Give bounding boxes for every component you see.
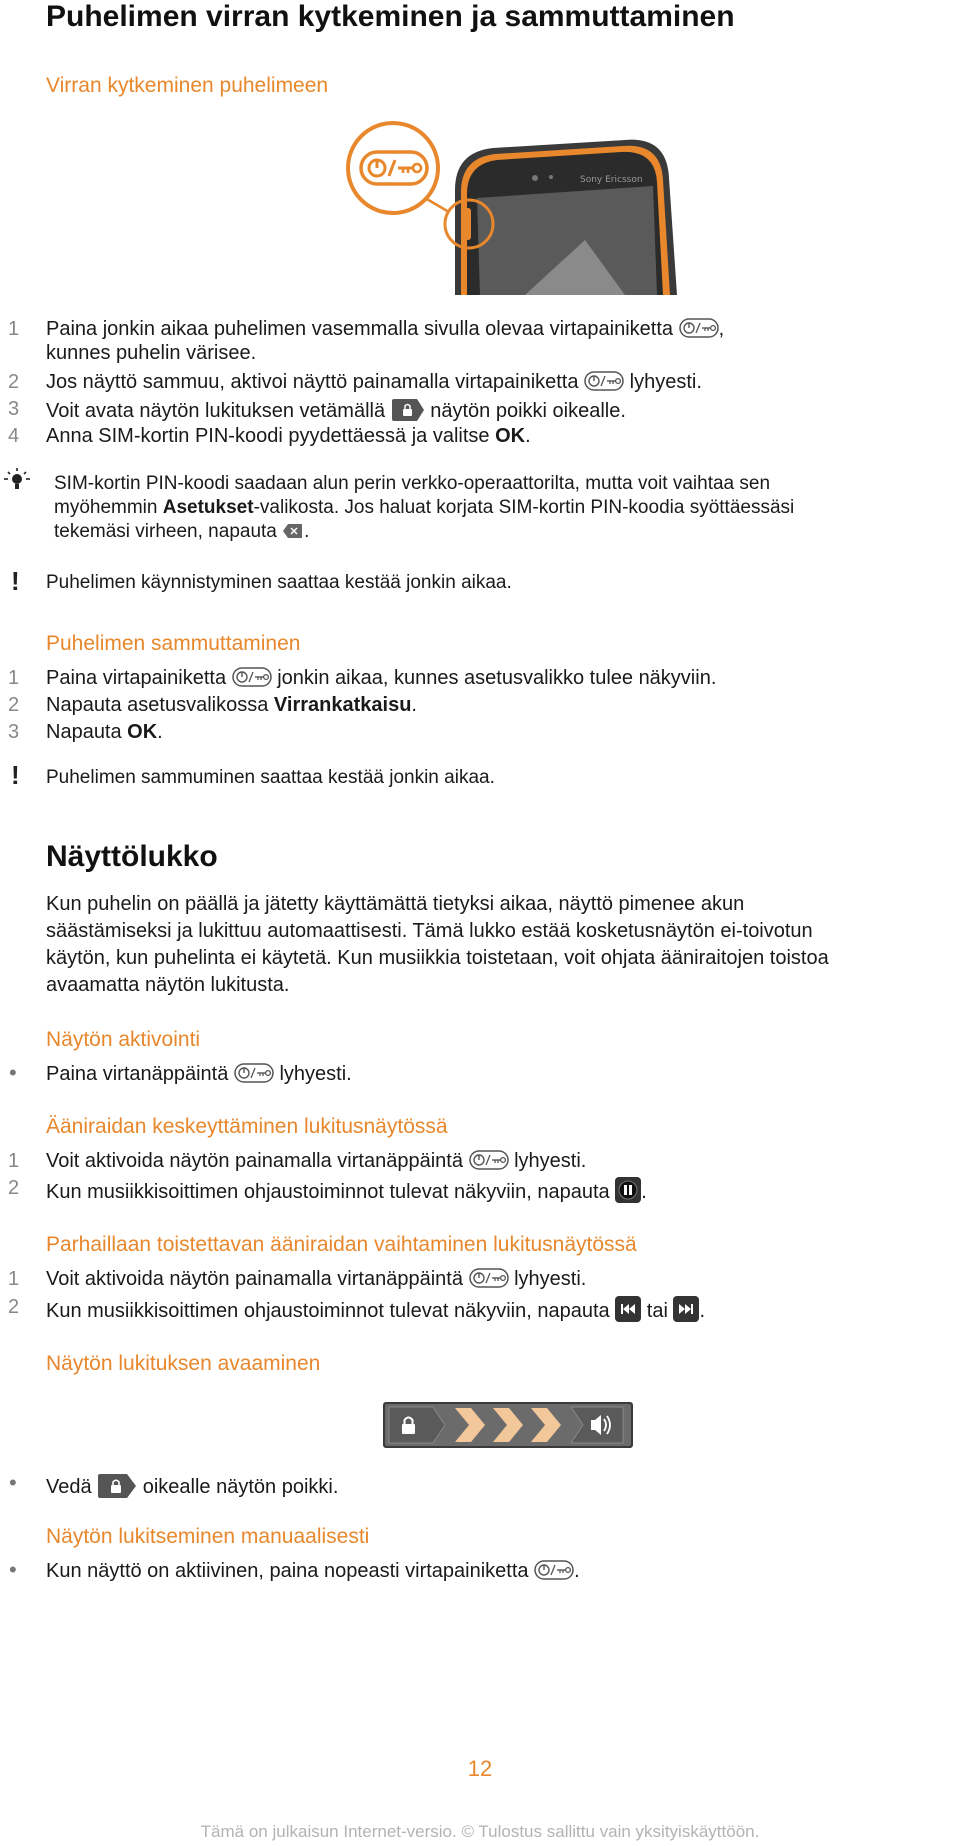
step-text: Paina virtapainiketta jonkin aikaa, kunnes asetusvalikko tulee näkyviin. <box>46 667 717 689</box>
tip-bulb-icon <box>2 466 32 496</box>
step-number: 4 <box>8 425 20 447</box>
pause-icon <box>615 1177 641 1203</box>
step-text: Kun musiikkisoittimen ohjaustoiminnot tulevat näkyviin, napauta tai . <box>46 1296 705 1323</box>
previous-track-icon <box>615 1296 641 1322</box>
unlock-slider-illustration <box>383 1402 633 1448</box>
step-number: 3 <box>8 721 20 743</box>
page-number: 12 <box>467 1756 493 1781</box>
lock-paragraph-line: säästämiseksi ja lukittuu automaattisesti. Tämä lukko estää kosketusnäytön ei-toivotun <box>46 920 813 942</box>
bullet: • <box>9 1470 17 1495</box>
step-text: Napauta asetusvalikossa Virrankatkaisu. <box>46 694 417 716</box>
power-key-icon <box>469 1150 509 1170</box>
backspace-icon <box>282 522 304 540</box>
step-text: Napauta OK. <box>46 721 163 743</box>
power-key-icon <box>469 1268 509 1288</box>
page-title: Puhelimen virran kytkeminen ja sammuttaminen <box>46 0 735 33</box>
next-track-icon <box>673 1296 699 1322</box>
power-key-icon <box>534 1560 574 1580</box>
step-number: 1 <box>8 1268 20 1290</box>
footer-text: Tämä on julkaisun Internet-versio. © Tulostus sallittu vain yksityiskäyttöön. <box>200 1822 760 1841</box>
note-text: Puhelimen sammuminen saattaa kestää jonkin aikaa. <box>46 767 495 788</box>
lock-paragraph-line: avaamatta näytön lukitusta. <box>46 974 290 996</box>
step-number: 3 <box>8 398 20 420</box>
warning-icon: ! <box>11 566 20 596</box>
tip-text-line-3: tekemäsi virheen, napauta . <box>54 521 310 542</box>
step-number: 1 <box>8 1150 20 1172</box>
step-text: Voit avata näytön lukituksen vetämällä näytön poikki oikealle. <box>46 400 626 422</box>
bullet-text: Kun näyttö on aktiivinen, paina nopeasti virtapainiketta . <box>46 1560 580 1582</box>
lock-paragraph-line: Kun puhelin on päällä ja jätetty käyttämättä tietyksi aikaa, näyttö pimenee akun <box>46 893 745 915</box>
lock-slider-icon <box>97 1473 137 1499</box>
power-key-icon <box>679 318 719 338</box>
subheading-change-track: Parhaillaan toistettavan ääniraidan vaihtaminen lukitusnäytössä <box>46 1233 637 1256</box>
power-key-icon <box>584 371 624 391</box>
phone-brand-label: Sony Ericsson <box>580 175 643 185</box>
step-number: 2 <box>8 371 20 393</box>
step-number: 1 <box>8 318 20 340</box>
power-key-icon <box>232 667 272 687</box>
lock-paragraph-line: käytön, kun puhelinta ei käytetä. Kun musiikkia toistetaan, voit ohjata ääniraitojen toistoa <box>46 947 829 969</box>
step-number: 2 <box>8 694 20 716</box>
warning-icon: ! <box>11 760 20 790</box>
bullet: • <box>9 1060 17 1085</box>
phone-illustration <box>325 120 685 295</box>
subheading-manual-lock: Näytön lukitseminen manuaalisesti <box>46 1525 370 1548</box>
section-heading-power-off: Puhelimen sammuttaminen <box>46 632 301 655</box>
step-text: Anna SIM-kortin PIN-koodi pyydettäessä ja valitse OK. <box>46 425 531 447</box>
step-text: Voit aktivoida näytön painamalla virtanäppäintä lyhyesti. <box>46 1150 587 1172</box>
power-key-icon <box>234 1063 274 1083</box>
note-text: Puhelimen käynnistyminen saattaa kestää jonkin aikaa. <box>46 572 512 593</box>
step-text: Paina jonkin aikaa puhelimen vasemmalla sivulla olevaa virtapainiketta , <box>46 318 725 340</box>
step-text: Voit aktivoida näytön painamalla virtanäppäintä lyhyesti. <box>46 1268 587 1290</box>
step-number: 2 <box>8 1296 20 1318</box>
step-text-continued: kunnes puhelin värisee. <box>46 342 257 364</box>
subheading-unlock: Näytön lukituksen avaaminen <box>46 1352 321 1375</box>
subheading-pause: Ääniraidan keskeyttäminen lukitusnäytössä <box>46 1115 448 1138</box>
step-number: 2 <box>8 1177 20 1199</box>
step-text: Jos näyttö sammuu, aktivoi näyttö painamalla virtapainiketta lyhyesti. <box>46 371 702 393</box>
section-title-screen-lock: Näyttölukko <box>46 840 218 873</box>
section-heading-power-on: Virran kytkeminen puhelimeen <box>46 74 329 97</box>
tip-text-line-2: myöhemmin Asetukset-valikosta. Jos haluat korjata SIM-kortin PIN-koodia syöttäessäsi <box>54 497 795 518</box>
step-number: 1 <box>8 667 20 689</box>
bullet: • <box>9 1557 17 1582</box>
bullet-text: Vedä oikealle näytön poikki. <box>46 1473 338 1499</box>
tip-text-line-1: SIM-kortin PIN-koodi saadaan alun perin verkko-operaattorilta, mutta voit vaihtaa sen <box>54 473 771 494</box>
bullet-text: Paina virtanäppäintä lyhyesti. <box>46 1063 352 1085</box>
subheading-activate: Näytön aktivointi <box>46 1028 201 1051</box>
lock-slider-icon <box>391 398 425 422</box>
step-text: Kun musiikkisoittimen ohjaustoiminnot tulevat näkyviin, napauta . <box>46 1177 647 1204</box>
